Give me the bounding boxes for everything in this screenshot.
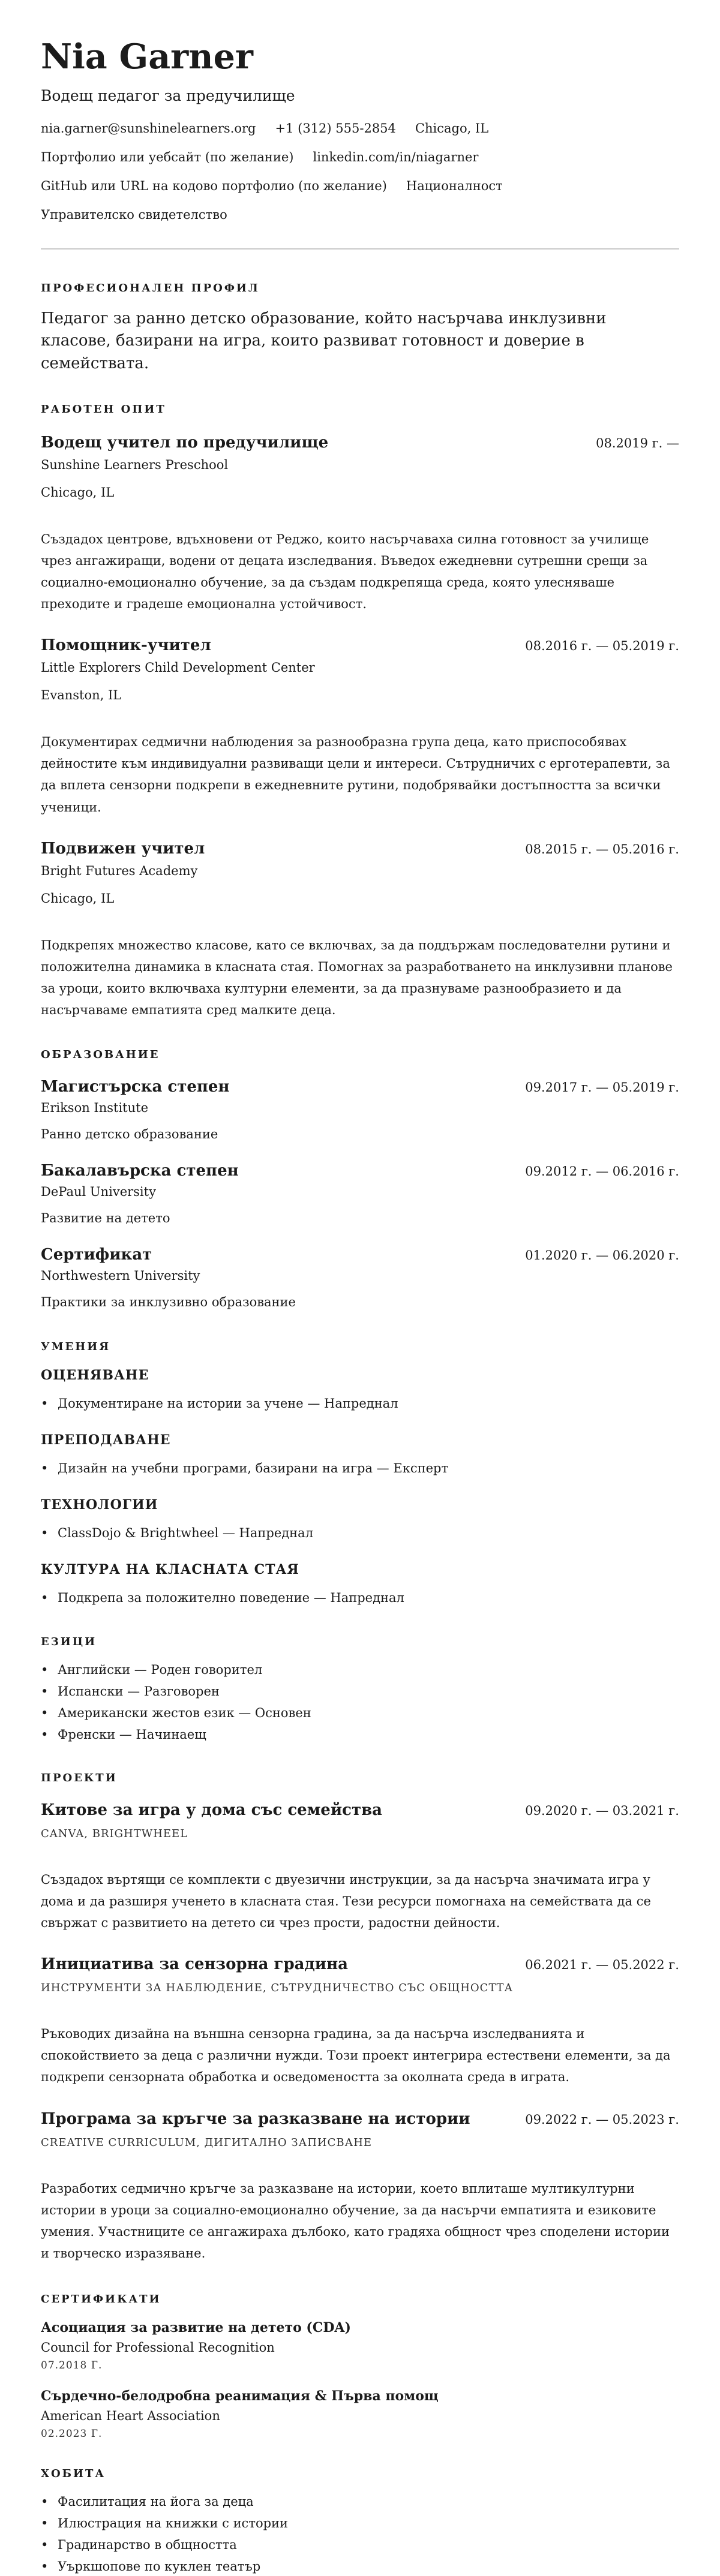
contact-row-links bbox=[41, 150, 679, 164]
experience-entry bbox=[41, 636, 679, 817]
job-location: Evanston, IL bbox=[41, 688, 122, 703]
skill-list bbox=[41, 1393, 679, 1414]
hobby-list bbox=[41, 2491, 679, 2576]
job-dates: 08.2015 г. — 05.2016 г. bbox=[525, 841, 679, 856]
certification-name: Сърдечно-белодробна реанимация & Първа помощ bbox=[41, 2388, 439, 2404]
job-title: Помощник-учител bbox=[41, 636, 211, 655]
projects-section bbox=[41, 1772, 679, 2264]
skill-list bbox=[41, 1587, 679, 1609]
employer: Bright Futures Academy bbox=[41, 863, 198, 878]
job-description: Документирах седмични наблюдения за разнообразна група деца, като приспособявах дейностите към индивидуални развиващи цели и интереси. Сътрудничих с ерготерапевти, за да вплета сензорни подкрепи в ежедневните рутини, подобрявайки достъпността за всички ученици. bbox=[41, 735, 670, 814]
project-description: Ръководих дизайна на външна сензорна градина, за да насърча изследванията и спокойствието за деца с различни нужди. Този проект интегрира естествени елементи, за да подкрепи сензорната обработка и осведомеността за околната среда в играта. bbox=[41, 2027, 671, 2085]
github-text: GitHub или URL на кодово портфолио (по желание) bbox=[41, 178, 387, 193]
project-tools: ИНСТРУМЕНТИ ЗА НАБЛЮДЕНИЕ, СЪТРУДНИЧЕСТВО СЪС ОБЩНОСТТА bbox=[41, 1982, 514, 1995]
license-text: Управителско свидетелство bbox=[41, 207, 227, 222]
section-title-hobbies: ХОБИТА bbox=[41, 2467, 106, 2481]
list-item: • Френски — Начинаещ bbox=[41, 1727, 206, 1742]
languages-section bbox=[41, 1636, 679, 1745]
contact-row-extra bbox=[41, 179, 679, 193]
project-dates: 09.2022 г. — 05.2023 г. bbox=[525, 2112, 679, 2127]
school-name: DePaul University bbox=[41, 1185, 156, 1200]
project-entry bbox=[41, 2110, 679, 2264]
project-name: Програма за кръгче за разказване на истории bbox=[41, 2109, 470, 2128]
section-title-projects: ПРОЕКТИ bbox=[41, 1771, 118, 1784]
experience-section bbox=[41, 403, 679, 1021]
project-tools: CANVA, BRIGHTWHEEL bbox=[41, 1827, 188, 1840]
project-name: Инициатива за сензорна градина bbox=[41, 1955, 348, 1974]
certification-date: 02.2023 Г. bbox=[41, 2428, 103, 2440]
skill-category: ОЦЕНЯВАНЕ bbox=[41, 1367, 149, 1384]
project-entry bbox=[41, 1801, 679, 1934]
candidate-headline: Водещ педагог за предучилище bbox=[41, 86, 295, 104]
job-dates: 08.2019 г. — bbox=[596, 435, 679, 450]
certification-date: 07.2018 Г. bbox=[41, 2359, 103, 2372]
project-tools: CREATIVE CURRICULUM, ДИГИТАЛНО ЗАПИСВАНЕ bbox=[41, 2136, 373, 2149]
skill-text: Подкрепа за положително поведение — Напреднал bbox=[58, 1591, 404, 1606]
field-of-study: Ранно детско образование bbox=[41, 1127, 218, 1142]
education-entry bbox=[41, 1246, 679, 1309]
education-entry bbox=[41, 1078, 679, 1141]
hobbies-section bbox=[41, 2467, 679, 2576]
experience-entry bbox=[41, 434, 679, 615]
degree-title: Магистърска степен bbox=[41, 1078, 230, 1096]
profile-section bbox=[41, 282, 679, 375]
field-of-study: Практики за инклузивно образование bbox=[41, 1295, 296, 1310]
language-text: Американски жестов език — Основен bbox=[58, 1705, 311, 1720]
project-name: Китове за игра у дома със семейства bbox=[41, 1801, 382, 1819]
certifications-section bbox=[41, 2293, 679, 2440]
header-divider bbox=[41, 248, 679, 250]
profile-text: Педагог за ранно детско образование, който насърчава инклузивни класове, базирани на игра, които развиват готовност и доверие в семействата. bbox=[41, 309, 607, 373]
city-text: Chicago, IL bbox=[415, 121, 489, 136]
degree-title: Сертификат bbox=[41, 1246, 152, 1264]
job-description: Подкрепях множество класове, като се включвах, за да поддържам последователни рутини и положителна динамика в класната стая. Помогнах за разработването на инклузивни планове за уроци, които включваха културни елементи, за да празнуваме разнообразието и да насърчаваме емпатията сред малките деца. bbox=[41, 937, 673, 1017]
section-title-experience: РАБОТЕН ОПИТ bbox=[41, 402, 166, 416]
section-title-certifications: СЕРТИФИКАТИ bbox=[41, 2293, 161, 2306]
email-text: nia.garner@sunshinelearners.org bbox=[41, 121, 256, 136]
list-item: • Уъркшопове по куклен театър bbox=[41, 2559, 261, 2574]
degree-dates: 09.2012 г. — 06.2016 г. bbox=[525, 1164, 679, 1179]
language-list bbox=[41, 1659, 679, 1745]
hobby-text: Фасилитация на йога за деца bbox=[58, 2494, 254, 2509]
certification-issuer: Council for Professional Recognition bbox=[41, 2340, 275, 2355]
section-title-profile: ПРОФЕСИОНАЛЕН ПРОФИЛ bbox=[41, 281, 260, 294]
employer: Sunshine Learners Preschool bbox=[41, 457, 229, 472]
resume-header bbox=[41, 38, 679, 222]
skill-text: Документиране на истории за учене — Напреднал bbox=[58, 1396, 398, 1411]
skills-section bbox=[41, 1340, 679, 1609]
certification-entry bbox=[41, 2320, 679, 2371]
degree-title: Бакалавърска степен bbox=[41, 1162, 239, 1180]
language-text: Френски — Начинаещ bbox=[58, 1727, 206, 1742]
job-location: Chicago, IL bbox=[41, 485, 115, 500]
job-title: Водещ учител по предучилище bbox=[41, 433, 329, 452]
school-name: Northwestern University bbox=[41, 1269, 200, 1284]
list-item: • Дизайн на учебни програми, базирани на игра — Експерт bbox=[41, 1461, 449, 1476]
skill-list bbox=[41, 1457, 679, 1479]
phone-text: +1 (312) 555-2854 bbox=[275, 121, 396, 136]
list-item: • Документиране на истории за учене — Напреднал bbox=[41, 1396, 398, 1411]
school-name: Erikson Institute bbox=[41, 1101, 149, 1116]
skill-list bbox=[41, 1522, 679, 1544]
job-dates: 08.2016 г. — 05.2019 г. bbox=[525, 639, 679, 654]
hobby-text: Градинарство в общността bbox=[58, 2538, 237, 2553]
section-title-skills: УМЕНИЯ bbox=[41, 1340, 111, 1354]
skill-category: ПРЕПОДАВАНЕ bbox=[41, 1432, 171, 1448]
list-item: • Градинарство в общността bbox=[41, 2538, 237, 2553]
nationality-text: Националност bbox=[406, 178, 503, 193]
skill-text: ClassDojo & Brightwheel — Напреднал bbox=[58, 1526, 314, 1541]
degree-dates: 09.2017 г. — 05.2019 г. bbox=[525, 1080, 679, 1095]
experience-entry bbox=[41, 840, 679, 1021]
project-description: Създадох въртящи се комплекти с двуезични инструкции, за да насърча значимата игра у дома и да разширя ученето в класната стая. Тези ресурси помогнаха на семействата да се свържат с развитието на детето си чрез прости, радостни дейности. bbox=[41, 1872, 651, 1931]
list-item: • Американски жестов език — Основен bbox=[41, 1705, 311, 1720]
section-title-languages: ЕЗИЦИ bbox=[41, 1635, 97, 1648]
project-dates: 09.2020 г. — 03.2021 г. bbox=[525, 1803, 679, 1818]
contact-row-primary bbox=[41, 121, 679, 136]
candidate-name: Nia Garner bbox=[41, 37, 253, 77]
education-entry bbox=[41, 1162, 679, 1225]
job-title: Подвижен учител bbox=[41, 839, 205, 858]
section-title-education: ОБРАЗОВАНИЕ bbox=[41, 1048, 160, 1062]
job-description: Създадох центрове, вдъхновени от Реджо, които насърчаваха силна готовност за училище чрез ангажиращи, водени от децата изследвания. Въведох ежедневни сутрешни срещи за социално-емоционално обучение, за да създам подкрепяща среда, която улесняваше преходите и градеше емоционална устойчивост. bbox=[41, 531, 649, 612]
hobby-text: Илюстрация на книжки с истории bbox=[58, 2516, 289, 2531]
language-text: Испански — Разговорен bbox=[58, 1684, 220, 1699]
certification-name: Асоциация за развитие на детето (CDA) bbox=[41, 2320, 351, 2336]
linkedin-text: linkedin.com/in/niagarner bbox=[313, 149, 479, 164]
hobby-text: Уъркшопове по куклен театър bbox=[58, 2559, 261, 2574]
list-item: • ClassDojo & Brightwheel — Напреднал bbox=[41, 1526, 314, 1541]
list-item: • Фасилитация на йога за деца bbox=[41, 2494, 254, 2509]
education-section bbox=[41, 1048, 679, 1309]
skill-category: КУЛТУРА НА КЛАСНАТА СТАЯ bbox=[41, 1562, 299, 1578]
skill-text: Дизайн на учебни програми, базирани на игра — Експерт bbox=[58, 1461, 449, 1476]
list-item: • Илюстрация на книжки с истории bbox=[41, 2516, 289, 2531]
project-dates: 06.2021 г. — 05.2022 г. bbox=[525, 1958, 679, 1973]
job-location: Chicago, IL bbox=[41, 891, 115, 906]
list-item: • Английски — Роден говорител bbox=[41, 1662, 263, 1677]
list-item: • Подкрепа за положително поведение — Напреднал bbox=[41, 1591, 404, 1606]
employer: Little Explorers Child Development Center bbox=[41, 660, 315, 675]
list-item: • Испански — Разговорен bbox=[41, 1684, 220, 1699]
language-text: Английски — Роден говорител bbox=[58, 1662, 263, 1677]
degree-dates: 01.2020 г. — 06.2020 г. bbox=[525, 1248, 679, 1263]
project-entry bbox=[41, 1955, 679, 2088]
certification-entry bbox=[41, 2388, 679, 2440]
certification-issuer: American Heart Association bbox=[41, 2409, 220, 2424]
field-of-study: Развитие на детето bbox=[41, 1211, 170, 1226]
portfolio-text: Портфолио или уебсайт (по желание) bbox=[41, 149, 294, 164]
skill-category: ТЕХНОЛОГИИ bbox=[41, 1497, 158, 1513]
project-description: Разработих седмично кръгче за разказване на истории, което вплиташе мултикултурни истории в уроци за социално-емоционално обучение, за да насърчи емпатията и езиковите умения. Участниците се ангажираха дълбоко, като градяха общност чрез споделени истории и творческо изразяване. bbox=[41, 2181, 670, 2261]
contact-row-license bbox=[41, 208, 679, 222]
